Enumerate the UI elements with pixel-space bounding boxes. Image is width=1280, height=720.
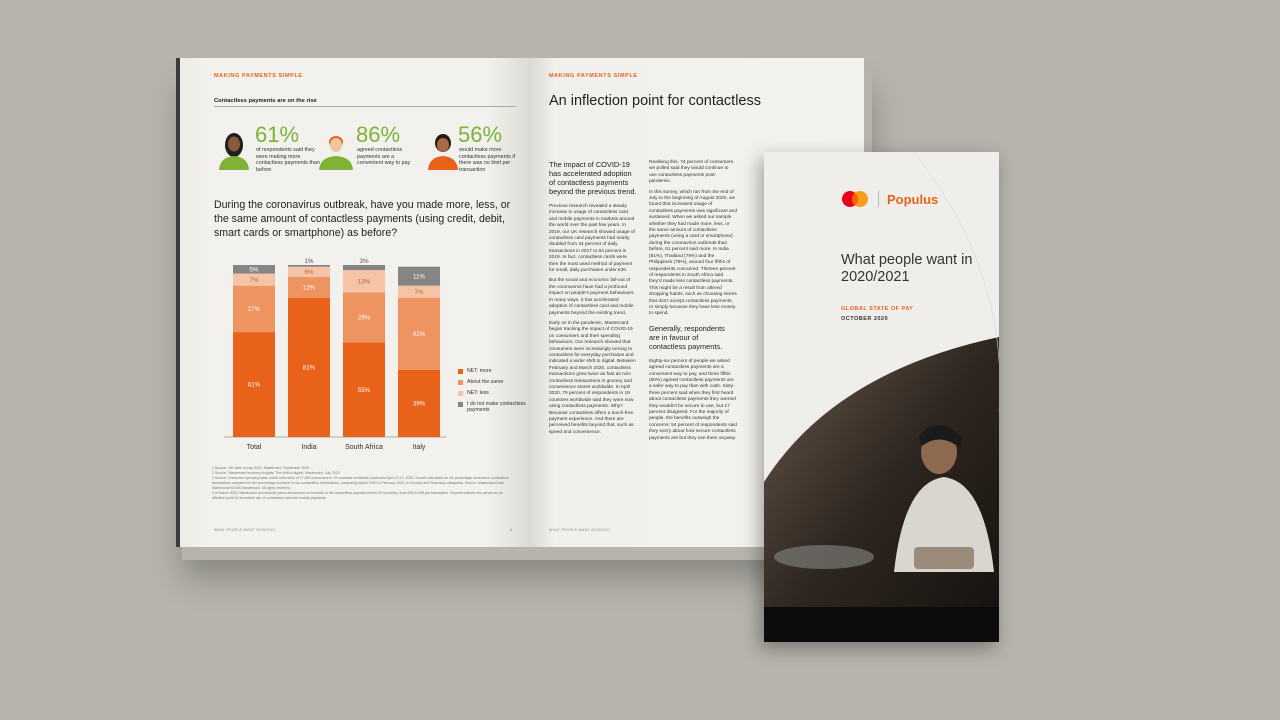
stat-text-1: of respondents said they were making more contactless payments than before xyxy=(256,147,320,173)
data-label: 3% xyxy=(359,258,369,265)
bar-segment xyxy=(288,265,330,267)
legend-item-more: NET: more xyxy=(458,368,528,374)
data-label: 27% xyxy=(247,306,261,314)
data-label: 81% xyxy=(302,364,316,372)
data-label: 13% xyxy=(357,278,371,286)
text-column-2 xyxy=(649,160,737,446)
legend-item-less: NET: less xyxy=(458,390,528,396)
paragraph: In this survey, which ran from the end of July to the beginning of August 2020, we found that increased usage of contactless payments was significant and sustained. When we asked our sample whether they had made more, less, or the same amount of contactless payments (using a card or smartphone) during the coronavirus outbreak than before, 61 percent said more. In India (81%), Thailand (79%) and the Philippines (79%), around four fifths of respondents concurred. Thirteen percent of respondents in South Africa said they'd made less contactless payments. This might be a result from altered shopping habits, such as choosing stores that don't accept contactless payments, or simply because they have less money to spend. xyxy=(649,189,737,317)
data-label: 29% xyxy=(357,314,371,322)
right-eyebrow: MAKING PAYMENTS SIMPLE xyxy=(549,73,638,79)
person-icon-woman-2 xyxy=(425,130,461,170)
stacked-bar-chart xyxy=(210,252,450,457)
right-footer: WHAT PEOPLE WANT 2020/2021 xyxy=(549,528,611,532)
footnote: 1 Source: 'UK state of pay 2019', Mastercard, September 2019 xyxy=(212,466,310,470)
data-label: 7% xyxy=(414,288,424,296)
lead-paragraph: The impact of COVID-19 has accelerated adoption of contactless payments beyond the previous trend. xyxy=(549,160,637,196)
mastercard-logo-icon xyxy=(840,190,870,208)
data-label: 55% xyxy=(357,386,371,394)
section-divider xyxy=(214,106,516,107)
stat-text-2: agreed contactless payments are a convenient way to pay xyxy=(357,147,411,167)
stat-value-1: 61% xyxy=(255,122,300,147)
text-column-1 xyxy=(549,160,637,440)
legend-item-same: About the same xyxy=(458,379,528,385)
paragraph: Realising this, 74 percent of consumers we polled said they would continue to use contactless payments post-pandemic. xyxy=(649,160,733,185)
right-page-title: An inflection point for contactless xyxy=(549,93,761,109)
person-icon-man xyxy=(316,130,356,170)
person-icon-woman-1 xyxy=(215,130,253,170)
cover-photo xyxy=(764,152,999,642)
category-label: India xyxy=(301,444,317,451)
footnote: 3 Source: Consumer spending data; online interviews of 17,000 consumers in 19 countries worldwide conducted April 10-12, 2020. Growth calculated as the percentage increase in contactless transactions compared to the percentage increase in non-contactless transactions, comparing March 2020 to February 2020, in Grocery and Pharmacy categories. Source: Mastercard Data Warehouse 6/2020 Mastercard. All rights reserved. xyxy=(212,476,509,490)
data-label: 11% xyxy=(413,273,425,281)
logo-divider xyxy=(878,191,879,207)
category-label: Italy xyxy=(412,444,426,451)
footnote: 2 Source: 'Mastercard recovery insights: The shift to digital', Mastercard, July 2020 xyxy=(212,471,340,475)
bar-segment xyxy=(343,265,385,270)
cover-subtitle: GLOBAL STATE OF PAY xyxy=(841,306,914,312)
legend-item-none: I do not make contactless payments xyxy=(458,401,528,413)
data-label: 12% xyxy=(302,284,316,292)
data-label: 39% xyxy=(412,400,426,408)
data-label: 5% xyxy=(249,266,259,274)
footnotes xyxy=(212,466,512,501)
left-eyebrow: MAKING PAYMENTS SIMPLE xyxy=(214,73,303,79)
left-footer: WHAT PEOPLE WANT 2020/2021 xyxy=(214,528,276,532)
data-label: 7% xyxy=(249,276,259,284)
cover-date: OCTOBER 2020 xyxy=(841,316,889,322)
category-label: South Africa xyxy=(345,444,383,451)
cover-title: What people want in 2020/2021 xyxy=(841,252,973,285)
paragraph: Early on in the pandemic, Mastercard began tracking the impact of COVID-19 on consumers and their spending behaviours. Our research showed that consumers were increasingly turning to contactless for everyday purchases and indicated a wider shift to digital. Between February and March 2020, contactless transactions grew twice as fast as non-contactless transactions in grocery and convenience stores worldwide. In April 2020, 79 percent of respondents in 19 countries worldwide said they were now using contactless payments. Why? Because contactless offers a touch-free payment experience. And there are perceived benefits beyond that, such as speed and convenience. xyxy=(549,320,636,435)
stat-value-3: 56% xyxy=(458,122,503,147)
cover-logos xyxy=(840,190,938,208)
paragraph: Previous research revealed a steady increase in usage of contactless card and mobile payments in markets around the world over the past few years. In 2019, our UK research showed usage of contactless card payments had nearly doubled from 34 percent of daily transactions in 2017 to 64 percent in 2019. In fact, contactless cards were then the most used method of payment for small, daily purchases under £30. xyxy=(549,204,635,274)
category-label: Total xyxy=(246,444,262,451)
report-cover xyxy=(764,152,999,642)
subheading: Generally, respondents are in favour of contactless payments. xyxy=(649,323,725,351)
paragraph: Eighty-six percent of people we asked agreed contactless payments are a convenient way to pay, and three fifths (60%) agreed contactless payments are a safer way to pay than with cash. Sixty-three percent said when they first heard about contactless payments they worried they wouldn't be secure to use, but 17 percent disagreed. For the majority of people, the benefits outweigh the concerns: 54 percent of respondents said they worry about how secure contactless payments are but they use them anyway. xyxy=(649,358,737,441)
data-label: 42% xyxy=(412,331,426,338)
data-label: 61% xyxy=(247,381,261,389)
data-label: 1% xyxy=(304,258,314,265)
footnote: 4 In March 2020, Mastercard and industry peers announced an increase to the contactless payment limit to 29 countries, from £30 to £45 per transaction. Reports indicate this served as an effective point for increased use of contactless card and mobile payments. xyxy=(212,491,503,500)
data-label: 6% xyxy=(304,269,314,277)
page-number: 6 xyxy=(510,528,513,532)
left-section-title: Contactless payments are on the rise xyxy=(214,98,317,104)
stat-text-3: would make more contactless payments if there was no limit per transaction xyxy=(459,147,516,173)
populus-logo: Populus xyxy=(887,191,939,207)
stat-value-2: 86% xyxy=(356,122,401,147)
paragraph: But the social and economic fall-out of the coronavirus have had a profound impact on people's payment behaviours. In many ways, it has accelerated adoption of contactless card and mobile payments beyond the existing trend. xyxy=(549,278,635,316)
survey-question: During the coronavirus outbreak, have you made more, less, or the same amount of contactless payments (using credit, debit, smart cards or smartphone) as before? xyxy=(214,199,511,239)
chart-legend xyxy=(458,368,528,418)
